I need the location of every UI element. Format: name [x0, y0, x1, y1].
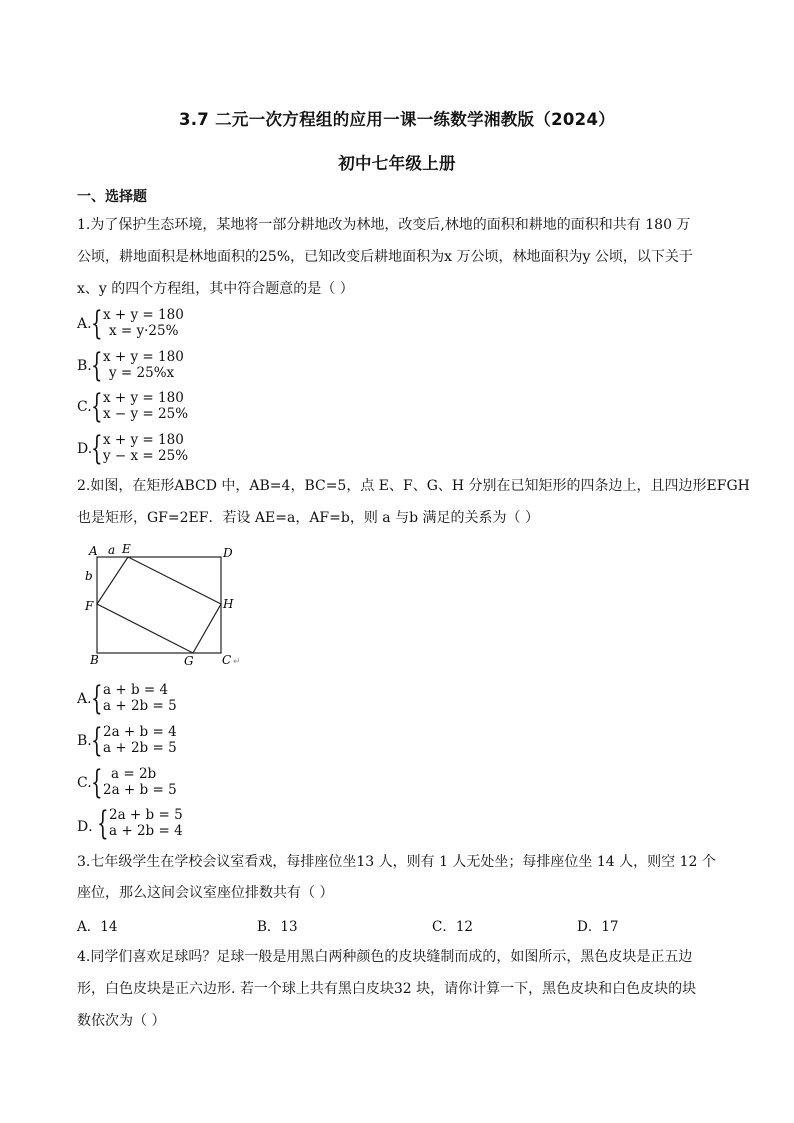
outer-rectangle	[97, 557, 221, 653]
option-label: D．	[77, 819, 103, 835]
label-b-vertex: B	[90, 653, 99, 667]
q4-text-line: 数依次为（ ）	[77, 1013, 166, 1029]
equation: 2a + b = 5	[103, 782, 177, 798]
q1-option-b[interactable]	[77, 345, 377, 384]
q2-text-line: 2.如图，在矩形ABCD 中，AB=4，BC=5，点 E、F、G、H 分别在已知矩形的四条边上，且四边形EFGH	[77, 478, 750, 494]
q3-text-line: 3.七年级学生在学校会议室看戏，每排座位坐13 人，则有 1 人无处坐；每排座位坐 14 人，则空 12 个	[77, 854, 716, 870]
option-label: D.	[77, 441, 93, 457]
brace-icon: {	[91, 762, 103, 801]
brace-icon: {	[91, 678, 103, 717]
option-label: B.	[77, 733, 92, 749]
label-b-length: b	[85, 569, 93, 583]
q3-choice-c[interactable]: C．12	[432, 919, 474, 935]
q3-choice-d[interactable]: D．17	[577, 919, 619, 935]
equation: 2a + b = 5	[109, 807, 183, 823]
equation: x + y = 180	[103, 307, 184, 323]
option-label: A.	[77, 691, 92, 707]
option-label: B.	[77, 358, 92, 374]
inner-rectangle	[97, 557, 221, 653]
rectangle-figure	[82, 541, 252, 671]
label-d: D	[223, 546, 233, 560]
label-h: H	[223, 597, 234, 611]
equation: a + 2b = 4	[109, 823, 183, 839]
equation: x − y = 25%	[103, 406, 189, 422]
brace-icon: {	[91, 428, 103, 467]
equation: a + 2b = 5	[103, 740, 177, 756]
q3-choice-a[interactable]: A．14	[77, 919, 118, 935]
document-title: 3.7 二元一次方程组的应用一课一练数学湘教版（2024）	[178, 110, 616, 129]
q2-text-line: 也是矩形，GF=2EF．若设 AE=a，AF=b，则 a 与b 满足的关系为（ ）	[77, 510, 539, 526]
q2-option-c[interactable]	[77, 762, 377, 801]
equation: x + y = 180	[103, 349, 184, 365]
equation: y = 25%x	[109, 365, 175, 381]
q1-text-line: x、y 的四个方程组，其中符合题意的是（ ）	[77, 281, 354, 297]
option-label: C.	[77, 399, 92, 415]
label-e: E	[122, 542, 131, 556]
label-c: C	[222, 653, 232, 667]
q1-text-line: 公顷，耕地面积是林地面积的25%，已知改变后耕地面积为x 万公顷，林地面积为y 公顷，以下关于	[77, 249, 693, 265]
q3-text-line: 座位，那么这间会议室座位排数共有（ ）	[77, 885, 334, 901]
equation: a + 2b = 5	[103, 698, 177, 714]
q2-option-a[interactable]	[77, 678, 377, 717]
q2-option-b[interactable]	[77, 720, 377, 759]
return-mark-icon: ↵	[233, 657, 241, 667]
q4-text-line: 形，白色皮块是正六边形. 若一个球上共有黑白皮块32 块，请你计算一下，黑色皮块和白色皮块的块	[77, 981, 697, 997]
label-g: G	[184, 654, 194, 668]
document-subtitle: 初中七年级上册	[338, 154, 456, 173]
label-a-length: a	[108, 543, 116, 557]
equation: x = y·25%	[109, 323, 179, 339]
equation: a + b = 4	[103, 682, 169, 698]
brace-icon: {	[91, 720, 103, 759]
q1-option-a[interactable]	[77, 303, 377, 342]
equation: 2a + b = 4	[103, 724, 177, 740]
brace-icon: {	[97, 803, 109, 842]
q1-text-line: 1.为了保护生态环境，某地将一部分耕地改为林地，改变后,林地的面积和耕地的面积和共有 180 万	[77, 217, 691, 233]
equation: x + y = 180	[103, 432, 184, 448]
section-heading: 一、选择题	[77, 189, 147, 205]
q4-text-line: 4.同学们喜欢足球吗？足球一般是用黑白两种颜色的皮块缝制而成的，如图所示，黑色皮块是正五边	[77, 949, 693, 965]
equation: y − x = 25%	[103, 448, 189, 464]
label-a-vertex: A	[89, 544, 98, 558]
equation: a = 2b	[111, 766, 157, 782]
option-label: A.	[77, 316, 92, 332]
brace-icon: {	[91, 303, 103, 342]
q1-option-d[interactable]	[77, 428, 377, 467]
rectangle-diagram	[82, 541, 252, 671]
brace-icon: {	[91, 345, 103, 384]
option-label: C.	[77, 775, 92, 791]
q3-choice-b[interactable]: B．13	[257, 919, 298, 935]
label-f: F	[85, 599, 94, 613]
q2-option-d[interactable]	[77, 803, 377, 842]
q1-option-c[interactable]	[77, 386, 377, 425]
equation: x + y = 180	[103, 390, 184, 406]
brace-icon: {	[91, 386, 103, 425]
